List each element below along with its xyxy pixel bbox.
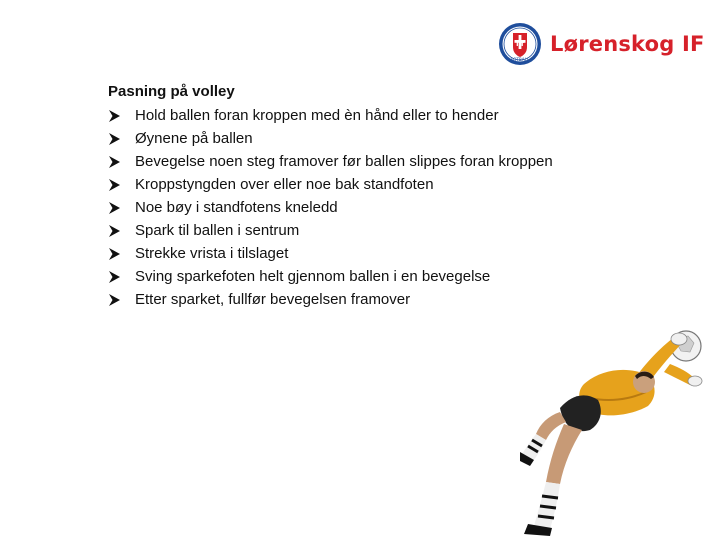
arrowhead-bullet-icon [108, 132, 121, 146]
bullet-list [108, 104, 628, 311]
arrowhead-bullet-icon [108, 270, 121, 284]
arrowhead-bullet-icon [108, 247, 121, 261]
bullet-text: Kroppstyngden over eller noe bak standfoten [135, 176, 434, 193]
arrowhead-bullet-icon [108, 224, 121, 238]
bullet-text: Noe bøy i standfotens kneledd [135, 199, 338, 216]
bullet-text: Strekke vrista i tilslaget [135, 245, 289, 262]
bullet-item [108, 173, 628, 196]
club-logo [498, 20, 714, 68]
slide-content [108, 81, 628, 311]
bullet-item [108, 265, 628, 288]
club-badge-icon [498, 22, 542, 66]
bullet-text: Bevegelse noen steg framover før ballen slippes foran kroppen [135, 153, 553, 170]
bullet-text: Sving sparkefoten helt gjennom ballen i en bevegelse [135, 268, 491, 285]
arrowhead-bullet-icon [108, 178, 121, 192]
bullet-item [108, 150, 628, 173]
arrowhead-bullet-icon [108, 155, 121, 169]
bullet-item [108, 288, 628, 311]
slide-title: Pasning på volley [108, 83, 235, 100]
bullet-text: Spark til ballen i sentrum [135, 222, 300, 239]
bullet-item [108, 104, 628, 127]
arrowhead-bullet-icon [108, 293, 121, 307]
bullet-item [108, 196, 628, 219]
club-name: Lørenskog IF [550, 32, 705, 56]
goalkeeper-illustration [520, 312, 720, 538]
bullet-text: Hold ballen foran kroppen med èn hånd eller to hender [135, 107, 499, 124]
badge-subtext: FOTBALL [510, 57, 530, 62]
bullet-text: Øynene på ballen [135, 130, 253, 147]
arrowhead-bullet-icon [108, 109, 121, 123]
arrowhead-bullet-icon [108, 201, 121, 215]
bullet-text: Etter sparket, fullfør bevegelsen framover [135, 291, 411, 308]
badge-monogram: lif [516, 40, 524, 48]
bullet-item [108, 242, 628, 265]
bullet-item [108, 127, 628, 150]
bullet-item [108, 219, 628, 242]
